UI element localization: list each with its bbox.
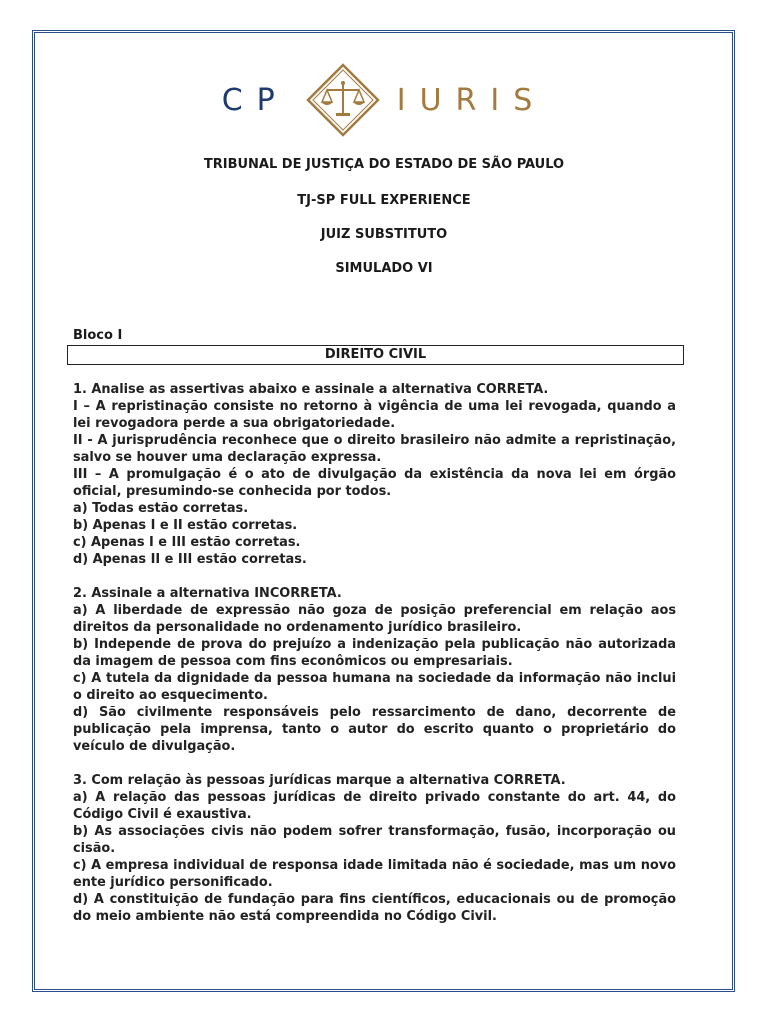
assertive-line: II - A jurisprudência reconhece que o direito brasileiro não admite a repristinação, salvo se houver uma declaração expressa. bbox=[73, 433, 676, 465]
logo-text-left: CP bbox=[221, 82, 289, 118]
logo bbox=[0, 60, 768, 140]
question-stem: 2. Assinale a alternativa INCORRETA. bbox=[73, 586, 342, 601]
header-exam: SIMULADO VI bbox=[335, 261, 433, 276]
question-3 bbox=[73, 772, 676, 925]
block-label: Bloco I bbox=[73, 328, 123, 343]
question-stem: 3. Com relação às pessoas jurídicas marque a alternativa CORRETA. bbox=[73, 773, 566, 788]
answer-option: b) Apenas I e II estão corretas. bbox=[73, 518, 298, 533]
section-title: DIREITO CIVIL bbox=[67, 345, 684, 365]
answer-option: b) Independe de prova do prejuízo a indenização pela publicação não autorizada da imagem de pessoa com fins econômicos ou empresariais. bbox=[73, 637, 676, 669]
answer-option: a) Todas estão corretas. bbox=[73, 501, 249, 516]
answer-option: c) Apenas I e III estão corretas. bbox=[73, 535, 301, 550]
question-stem: 1. Analise as assertivas abaixo e assinale a alternativa CORRETA. bbox=[73, 382, 549, 397]
header-position: JUIZ SUBSTITUTO bbox=[320, 227, 448, 242]
assertive-line: I – A repristinação consiste no retorno à vigência de uma lei revogada, quando a lei revogadora perde a sua obrigatoriedade. bbox=[73, 399, 676, 431]
header-court: TRIBUNAL DE JUSTIÇA DO ESTADO DE SÃO PAULO bbox=[203, 157, 565, 172]
answer-option: b) As associações civis não podem sofrer transformação, fusão, incorporação ou cisão. bbox=[73, 824, 676, 856]
logo-text-right: IURIS bbox=[396, 82, 547, 118]
scales-of-justice-icon bbox=[305, 62, 381, 138]
answer-option: c) A empresa individual de responsa idade limitada não é sociedade, mas um novo ente jurídico personificado. bbox=[73, 858, 676, 890]
answer-option: d) Apenas II e III estão corretas. bbox=[73, 552, 307, 567]
answer-option: d) A constituição de fundação para fins científicos, educacionais ou de promoção do meio ambiente não está compreendida no Código Civil. bbox=[73, 892, 676, 924]
question-1 bbox=[73, 381, 676, 568]
header-program: TJ-SP FULL EXPERIENCE bbox=[297, 193, 471, 208]
questions bbox=[73, 381, 676, 942]
assertive-line: III – A promulgação é o ato de divulgação da existência da nova lei em órgão oficial, presumindo-se conhecida por todos. bbox=[73, 467, 676, 499]
answer-option: d) São civilmente responsáveis pelo ressarcimento de dano, decorrente de publicação pela imprensa, tanto o autor do escrito quanto o proprietário do veículo de divulgação. bbox=[73, 705, 676, 754]
answer-option: a) A relação das pessoas jurídicas de direito privado constante do art. 44, do Código Civil é exaustiva. bbox=[73, 790, 676, 822]
answer-option: c) A tutela da dignidade da pessoa humana na sociedade da informação não inclui o direito ao esquecimento. bbox=[73, 671, 676, 703]
answer-option: a) A liberdade de expressão não goza de posição preferencial em relação aos direitos da personalidade no ordenamento jurídico brasileiro. bbox=[73, 603, 676, 635]
question-2 bbox=[73, 585, 676, 755]
